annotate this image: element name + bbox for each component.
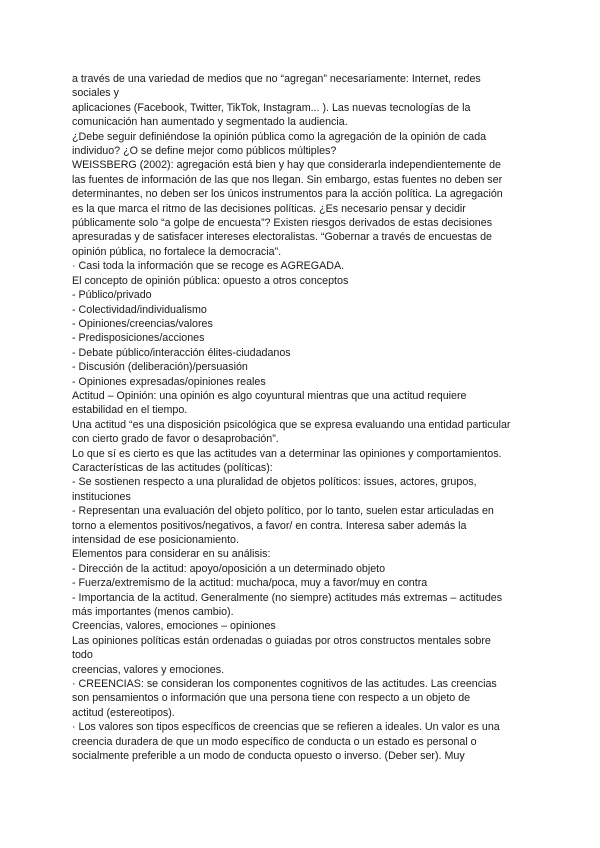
text-line: estabilidad en el tiempo. [72,404,188,417]
text-line: instituciones [72,490,131,503]
text-line: - Fuerza/extremismo de la actitud: mucha/poca, muy a favor/muy en contra [72,577,428,590]
text-line: El concepto de opinión pública: opuesto a otros conceptos [72,274,349,287]
text-line: · CREENCIAS: se consideran los componentes cognitivos de las actitudes. Las creencias [72,678,497,691]
text-line: Las opiniones políticas están ordenadas o guiadas por otros constructos mentales sobre [72,634,491,647]
text-line: · Los valores son tipos específicos de creencias que se refieren a ideales. Un valor es una [72,721,500,734]
text-line: sociales y [72,87,119,100]
text-line: - Opiniones/creencias/valores [72,317,213,330]
text-line: Características de las actitudes (políticas): [72,461,273,474]
text-line: determinantes, no deben ser los únicos instrumentos para la acción política. La agregación [72,188,503,201]
text-line: - Dirección de la actitud: apoyo/oposición a un determinado objeto [72,562,386,575]
text-line: - Colectividad/individualismo [72,303,207,316]
text-line: Elementos para considerar en su análisis: [72,548,271,561]
document-page [72,72,532,764]
text-line: creencias, valores y emociones. [72,663,225,676]
text-line: - Opiniones expresadas/opiniones reales [72,375,266,388]
text-line: públicamente solo “a golpe de encuesta”? Existen riesgos derivados de estas decisiones [72,217,493,230]
text-line: - Predisposiciones/acciones [72,332,205,345]
text-line: las fuentes de información de las que nos llegan. Sin embargo, estas fuentes no deben ser [72,173,503,186]
text-line: Una actitud “es una disposición psicológica que se expresa evaluando una entidad particular [72,418,511,431]
text-line: Lo que sí es cierto es que las actitudes van a determinar las opiniones y comportamientos. [72,447,502,460]
text-line: apresuradas y de satisfacer intereses electoralistas. “Gobernar a través de encuestas de [72,231,493,244]
text-line: con cierto grado de favor o desaprobación”. [72,433,279,446]
text-line: - Debate público/interacción élites-ciudadanos [72,346,291,359]
text-line: socialmente preferible a un modo de conducta opuesto o inverso. (Deber ser). Muy [72,750,465,763]
text-line: comunicación han aumentado y segmentado la audiencia. [72,116,348,129]
document-text [72,72,532,764]
text-line: todo [72,649,93,662]
text-line: Actitud – Opinión: una opinión es algo coyuntural mientras que una actitud requiere [72,389,467,402]
text-line: opinión pública, no fortalece la democracia”. [72,245,282,258]
text-line: Creencias, valores, emociones – opiniones [72,620,276,633]
text-line: a través de una variedad de medios que no “agregan” necesariamente: Internet, redes [72,73,481,85]
text-line: intensidad de ese posicionamiento. [72,534,239,546]
text-line: es la que marca el ritmo de las decisiones políticas. ¿Es necesario pensar y decidir [72,202,466,215]
text-line: ¿Debe seguir definiéndose la opinión pública como la agregación de la opinión de cada [72,130,487,143]
text-line: - Discusión (deliberación)/persuasión [72,361,248,374]
text-line: - Representan una evaluación del objeto político, por lo tanto, suelen estar articuladas en [72,505,494,518]
text-line: aplicaciones (Facebook, Twitter, TikTok, Instagram... ). Las nuevas tecnologías de la [72,101,471,114]
text-line: WEISSBERG (2002): agregación está bien y hay que considerarla independientemente de [72,159,501,172]
text-line: torno a elementos positivos/negativos, a favor/ en contra. Interesa saber además la [72,519,467,532]
text-line: más importantes (menos cambio). [72,606,234,619]
text-line: - Importancia de la actitud. Generalmente (no siempre) actitudes más extremas – actitudes [72,591,503,604]
text-line: creencia duradera de que un modo específico de conducta o un estado es personal o [72,735,477,748]
text-line: · Casi toda la información que se recoge es AGREGADA. [72,260,345,273]
text-line: son pensamientos o información que una persona tiene con respecto a un objeto de [72,692,471,705]
text-line: - Se sostienen respecto a una pluralidad de objetos políticos: issues, actores, grupos, [72,476,477,489]
text-line: - Público/privado [72,289,152,302]
text-line: individuo? ¿O se define mejor como públicos múltiples? [72,145,337,158]
text-line: actitud (estereotipos). [72,706,175,719]
